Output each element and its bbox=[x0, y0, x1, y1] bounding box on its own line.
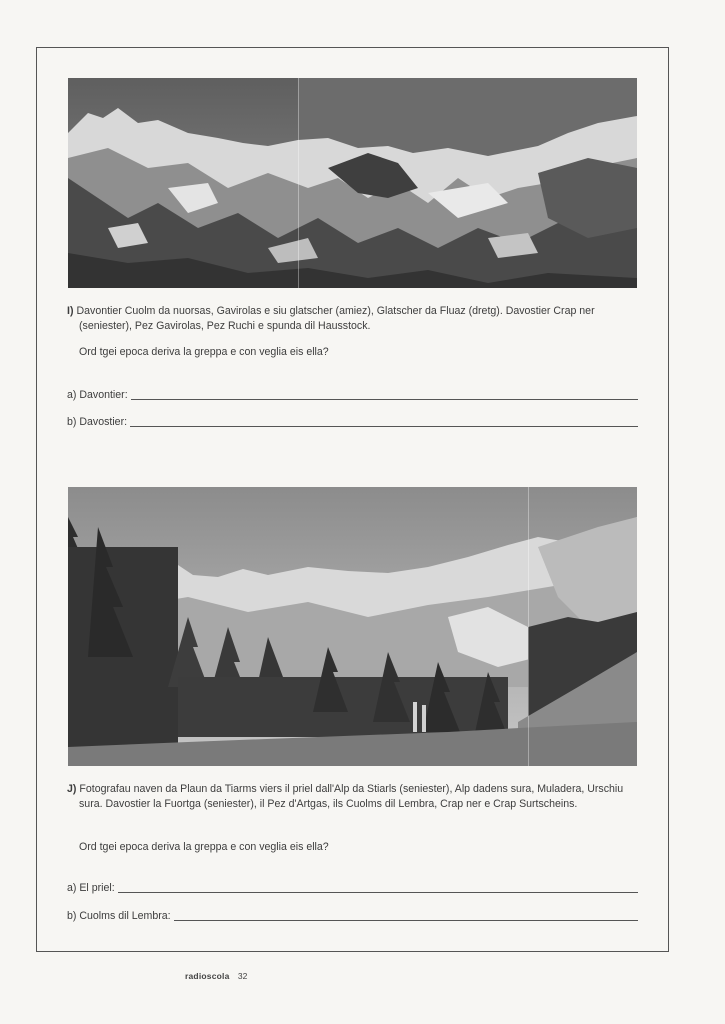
page-footer bbox=[185, 971, 247, 981]
photo-seam bbox=[298, 78, 299, 288]
answer-line-cuolms-dil-lembra[interactable] bbox=[174, 920, 638, 921]
footer-brand: radioscola bbox=[185, 971, 230, 981]
answer-row-davontier bbox=[67, 386, 638, 402]
question-section-j: Ord tgei epoca deriva la greppa e con veglia eis ella? bbox=[79, 841, 329, 853]
answer-label-cuolms-dil-lembra: b) Cuolms dil Lembra: bbox=[67, 910, 171, 922]
answer-row-cuolms-dil-lembra bbox=[67, 907, 638, 923]
answer-line-el-priel[interactable] bbox=[118, 892, 638, 893]
caption-section-i bbox=[67, 304, 639, 334]
answer-row-el-priel bbox=[67, 879, 638, 895]
caption-section-j bbox=[67, 782, 639, 812]
answer-label-el-priel: a) El priel: bbox=[67, 882, 115, 894]
answer-line-davostier[interactable] bbox=[130, 426, 638, 427]
answer-label-davontier: a) Davontier: bbox=[67, 389, 128, 401]
photo-mountain-panorama-snow bbox=[68, 78, 637, 288]
caption-label-i: I) bbox=[67, 305, 74, 317]
photo-forest-valley-panorama bbox=[68, 487, 637, 766]
caption-text-i: Davontier Cuolm da nuorsas, Gavirolas e siu glatscher (amiez), Glatscher da Fluaz (dretg). Davostier Crap ner (seniester), Pez Gavirolas, Pez Ruchi e spunda dil Hausstock. bbox=[76, 305, 595, 332]
caption-text-j: Fotografau naven da Plaun da Tiarms viers il priel dall'Alp da Stiarls (seniester), Alp dadens sura, Muladera, Urschiu sura. Davostier la Fuortga (seniester), il Pez d'Artgas, ils Cuolms dil Lembra, Crap ner e Crap Surtscheins. bbox=[79, 783, 624, 810]
question-section-i: Ord tgei epoca deriva la greppa e con veglia eis ella? bbox=[79, 346, 329, 358]
caption-label-j: J) bbox=[67, 783, 77, 795]
answer-row-davostier bbox=[67, 413, 638, 429]
answer-label-davostier: b) Davostier: bbox=[67, 416, 128, 428]
photo-seam bbox=[528, 487, 529, 766]
answer-line-davontier[interactable] bbox=[131, 399, 638, 400]
page-number: 32 bbox=[237, 971, 248, 981]
